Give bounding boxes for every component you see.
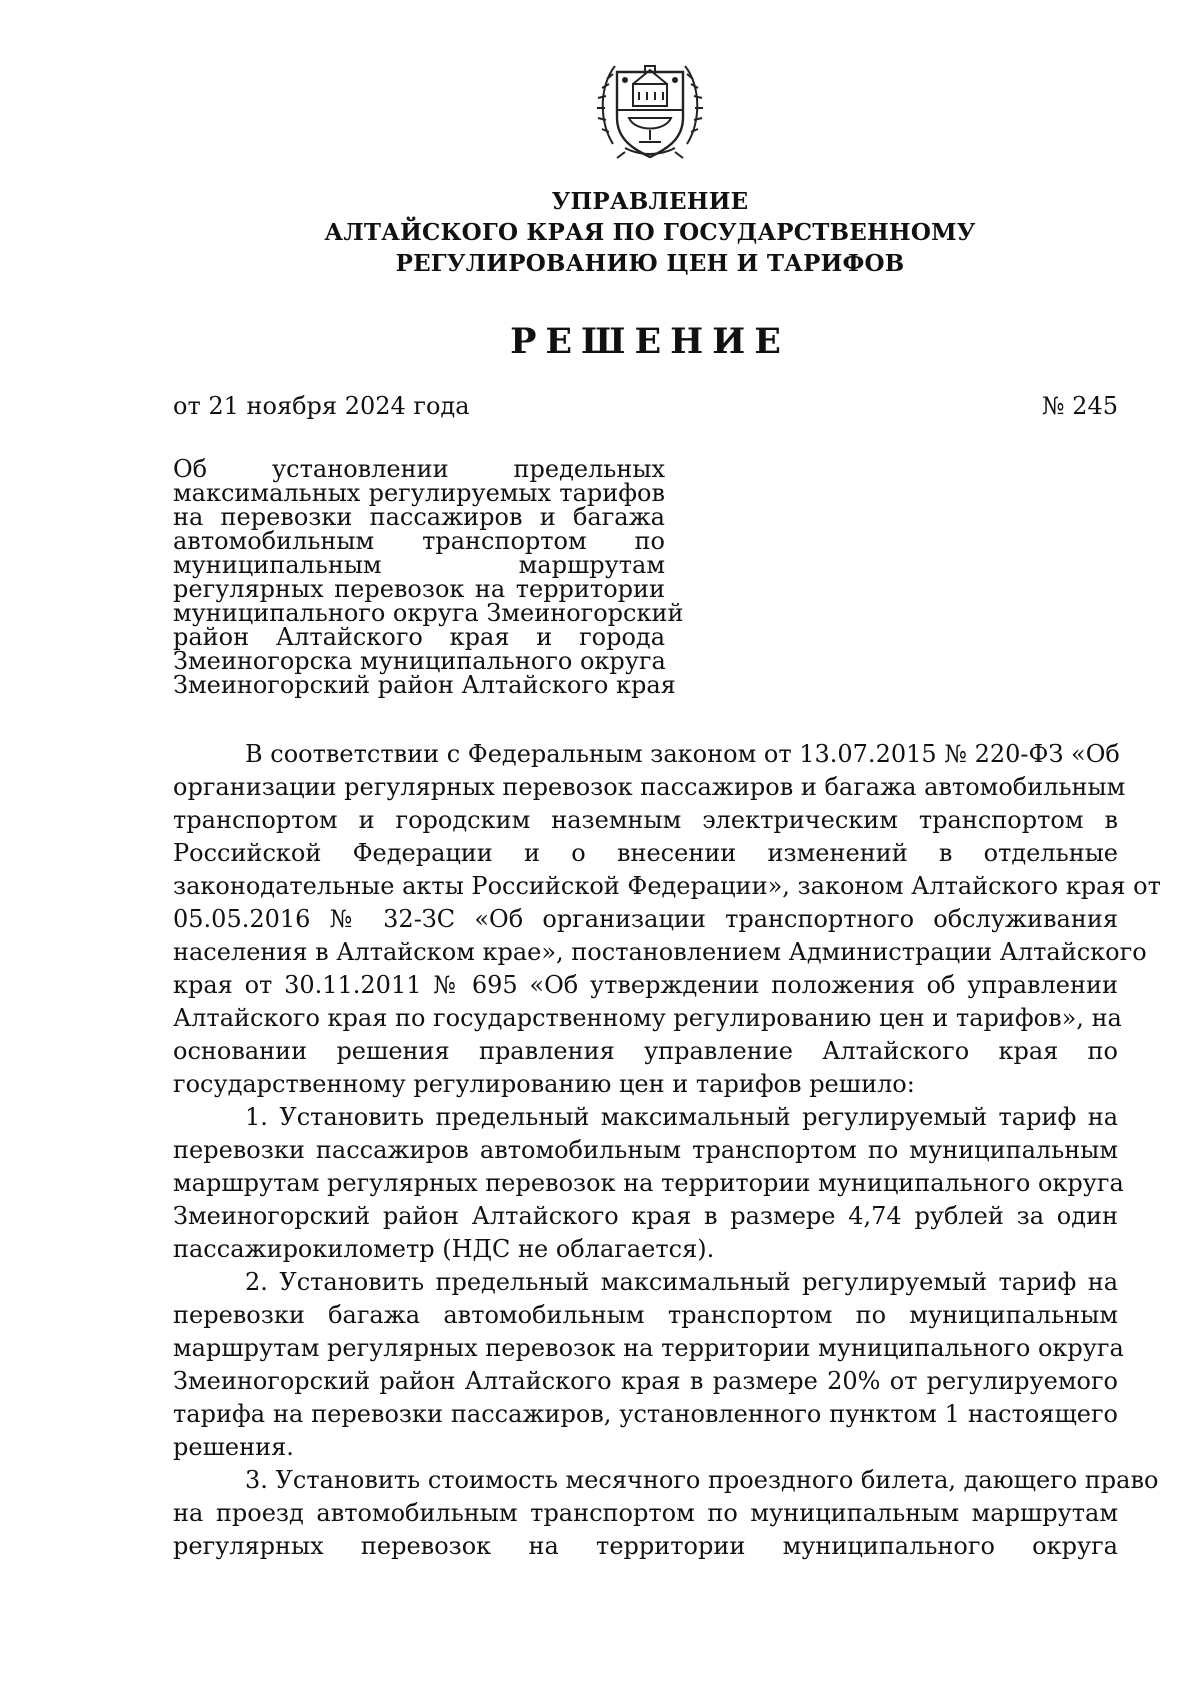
document-number: № 245 [1041,392,1118,420]
body-line: решения. [173,1433,294,1461]
body-line: В соответствии с Федеральным законом от 13.07.2015 № 220-ФЗ «Об [245,740,1120,768]
body-line: транспортом и городским наземным электрическим транспортом в [173,806,1118,834]
document-title [173,455,684,699]
title-line: муниципальным маршрутам [173,551,665,579]
document-body [173,738,1161,1563]
agency-line: РЕГУЛИРОВАНИЮ ЦЕН И ТАРИФОВ [395,250,905,277]
title-line: Змеиногорска муниципального округа [173,647,666,675]
body-line: маршрутам регулярных перевозок на территории муниципального округа [173,1334,1124,1362]
body-line: населения в Алтайском крае», постановлением Администрации Алтайского [173,938,1147,966]
agency-line: УПРАВЛЕНИЕ [551,188,749,215]
body-line: государственному регулированию цен и тарифов решило: [173,1070,915,1098]
body-line: края от 30.11.2011 № 695 «Об утверждении положения об управлении [173,971,1118,999]
body-line: 2. Установить предельный максимальный регулируемый тариф на [245,1268,1118,1296]
title-line: на перевозки пассажиров и багажа [173,503,665,531]
agency-line: АЛТАЙСКОГО КРАЯ ПО ГОСУДАРСТВЕННОМУ [324,219,976,246]
title-line: автомобильным транспортом по [173,527,665,555]
body-line: основании решения правления управление Алтайского края по [173,1037,1118,1065]
title-line: Об установлении предельных [173,455,665,483]
body-line: перевозки пассажиров автомобильным транспортом по муниципальным [173,1136,1118,1164]
title-line: Змеиногорский район Алтайского края [173,671,676,699]
body-line: маршрутам регулярных перевозок на территории муниципального округа [173,1169,1124,1197]
body-line: Змеиногорский район Алтайского края в размере 4,74 рублей за один [173,1202,1118,1230]
title-line: район Алтайского края и города [173,623,665,651]
body-line: 1. Установить предельный максимальный регулируемый тариф на [245,1103,1118,1131]
body-line: регулярных перевозок на территории муниципального округа [173,1532,1118,1560]
body-line: тарифа на перевозки пассажиров, установленного пунктом 1 настоящего [173,1400,1118,1428]
title-line: регулярных перевозок на территории [173,575,665,603]
body-line: законодательные акты Российской Федерации», законом Алтайского края от [173,872,1161,900]
body-line: Российской Федерации и о внесении изменений в отдельные [173,839,1118,867]
body-line: Змеиногорский район Алтайского края в размере 20% от регулируемого [173,1367,1118,1395]
body-line: перевозки багажа автомобильным транспортом по муниципальным [173,1301,1118,1329]
body-line: Алтайского края по государственному регулированию цен и тарифов», на [173,1004,1122,1032]
body-line: 05.05.2016 № 32-ЗС «Об организации транспортного обслуживания [173,905,1118,933]
body-line: на проезд автомобильным транспортом по муниципальным маршрутам [173,1499,1118,1527]
coat-of-arms-icon [595,40,705,165]
body-line: пассажирокилометр (НДС не облагается). [173,1235,715,1263]
agency-name [170,186,1130,279]
title-line: максимальных регулируемых тарифов [173,479,665,507]
body-line: организации регулярных перевозок пассажиров и багажа автомобильным [173,773,1126,801]
title-line: муниципального округа Змеиногорский [173,599,684,627]
body-line: 3. Установить стоимость месячного проездного билета, дающего право [245,1466,1159,1494]
document-date: от 21 ноября 2024 года [173,392,470,420]
document-type-heading: РЕШЕНИЕ [510,321,790,362]
